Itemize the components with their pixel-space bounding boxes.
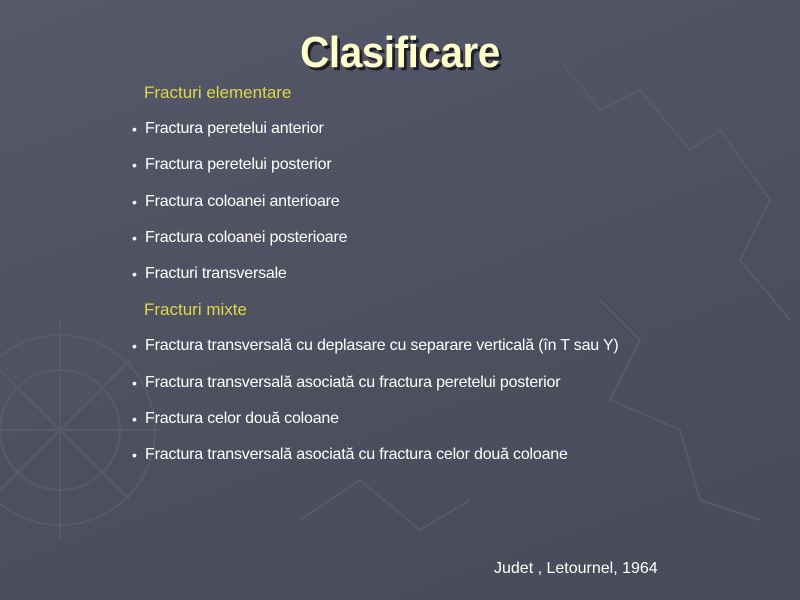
bullet-icon: • [132,193,137,210]
list-item [132,370,772,406]
list-item-text: Fractura coloanei anterioare [145,192,340,210]
list-item [132,406,772,442]
list-item [132,189,772,225]
list-item-text: Fractura transversală asociată cu fractura celor două coloane [145,446,568,464]
list-item-text: Fractura transversală cu deplasare cu separare verticală (în T sau Y) [145,337,619,355]
bullet-icon: • [132,411,137,428]
list-item [132,261,772,297]
citation: Judet , Letournel, 1964 [494,560,658,577]
list-item [132,225,772,261]
list-item-text: Fractura peretelui posterior [145,156,332,174]
list-item [132,333,772,369]
list-item [132,116,772,152]
list-item-text: Fractura transversală asociată cu fractura peretelui posterior [145,373,561,391]
list-item [132,152,772,188]
slide-title: Clasificare [300,28,500,77]
bullet-icon: • [132,374,137,391]
section-heading-elementare: Fracturi elementare [144,83,292,102]
section-heading-mixte: Fracturi mixte [144,300,247,320]
bullet-icon: • [132,338,137,355]
list-item-text: Fracturi transversale [145,265,287,283]
list-item-text: Fractura peretelui anterior [145,120,324,137]
bullet-icon: • [132,266,137,283]
list-item [132,442,772,478]
list-item-text: Fractura celor două coloane [145,410,339,428]
bullet-icon: • [132,121,137,137]
bullet-icon: • [132,157,137,174]
slide-content [132,80,772,479]
bullet-icon: • [132,447,137,464]
bullet-icon: • [132,229,137,246]
list-item-text: Fractura coloanei posterioare [145,228,348,246]
